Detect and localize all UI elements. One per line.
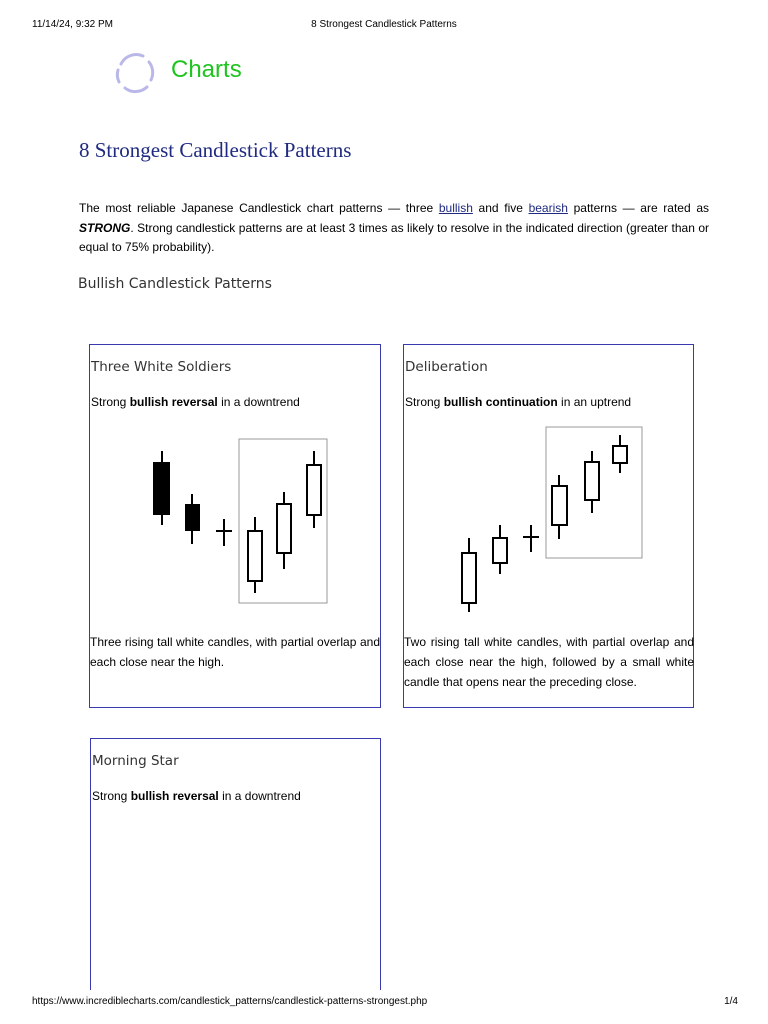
white-candle (277, 504, 291, 553)
deliberation-diagram (404, 345, 694, 625)
pattern-description: Two rising tall white candles, with partial overlap and each close near the high, followed by a small white candle that opens near the preceding close. (404, 635, 694, 689)
white-candle (248, 531, 262, 581)
pattern-title: Three White Soldiers (91, 359, 232, 375)
print-datetime: 11/14/24, 9:32 PM (32, 19, 113, 30)
bullish-link[interactable]: bullish (438, 201, 473, 215)
section-title: Bullish Candlestick Patterns (78, 276, 272, 292)
white-candle (493, 538, 507, 563)
pattern-signal: Strong bullish continuation in an uptrend (405, 395, 632, 409)
white-candle (462, 553, 476, 603)
pattern-title: Deliberation (405, 359, 488, 375)
pattern-card-morning-star (90, 738, 381, 990)
page-title: 8 Strongest Candlestick Patterns (79, 138, 352, 162)
white-candle (613, 446, 627, 463)
white-candle (307, 465, 321, 515)
black-candle (154, 463, 169, 514)
white-candle (552, 486, 567, 525)
circle-arrows-icon[interactable] (113, 50, 157, 94)
print-page-number: 1/4 (724, 996, 738, 1007)
three-white-soldiers-diagram (90, 345, 380, 625)
pattern-description: Three rising tall white candles, with partial overlap and each close near the high. (90, 635, 380, 669)
pattern-card-deliberation (403, 344, 694, 708)
black-candle (186, 505, 199, 530)
print-page-title: 8 Strongest Candlestick Patterns (311, 19, 457, 30)
print-url: https://www.incrediblecharts.com/candlestick_patterns/candlestick-patterns-strongest.php (32, 996, 428, 1007)
brand-name[interactable]: Charts (171, 56, 242, 83)
bearish-link[interactable]: bearish (528, 201, 568, 215)
pattern-card-three-white-soldiers (89, 344, 381, 708)
pattern-signal: Strong bullish reversal in a downtrend (92, 789, 301, 803)
strong-rating: STRONG (79, 220, 131, 235)
white-candle (585, 462, 599, 500)
pattern-signal: Strong bullish reversal in a downtrend (91, 395, 300, 409)
pattern-title: Morning Star (92, 753, 179, 769)
intro-paragraph: The most reliable Japanese Candlestick chart patterns — three bullish and five bearish patterns — are rated as STRONG. Strong candlestick patterns are at least 3 times as likely to resolve in the indicated direction (greater than or equal to 75% probability). (79, 201, 709, 254)
